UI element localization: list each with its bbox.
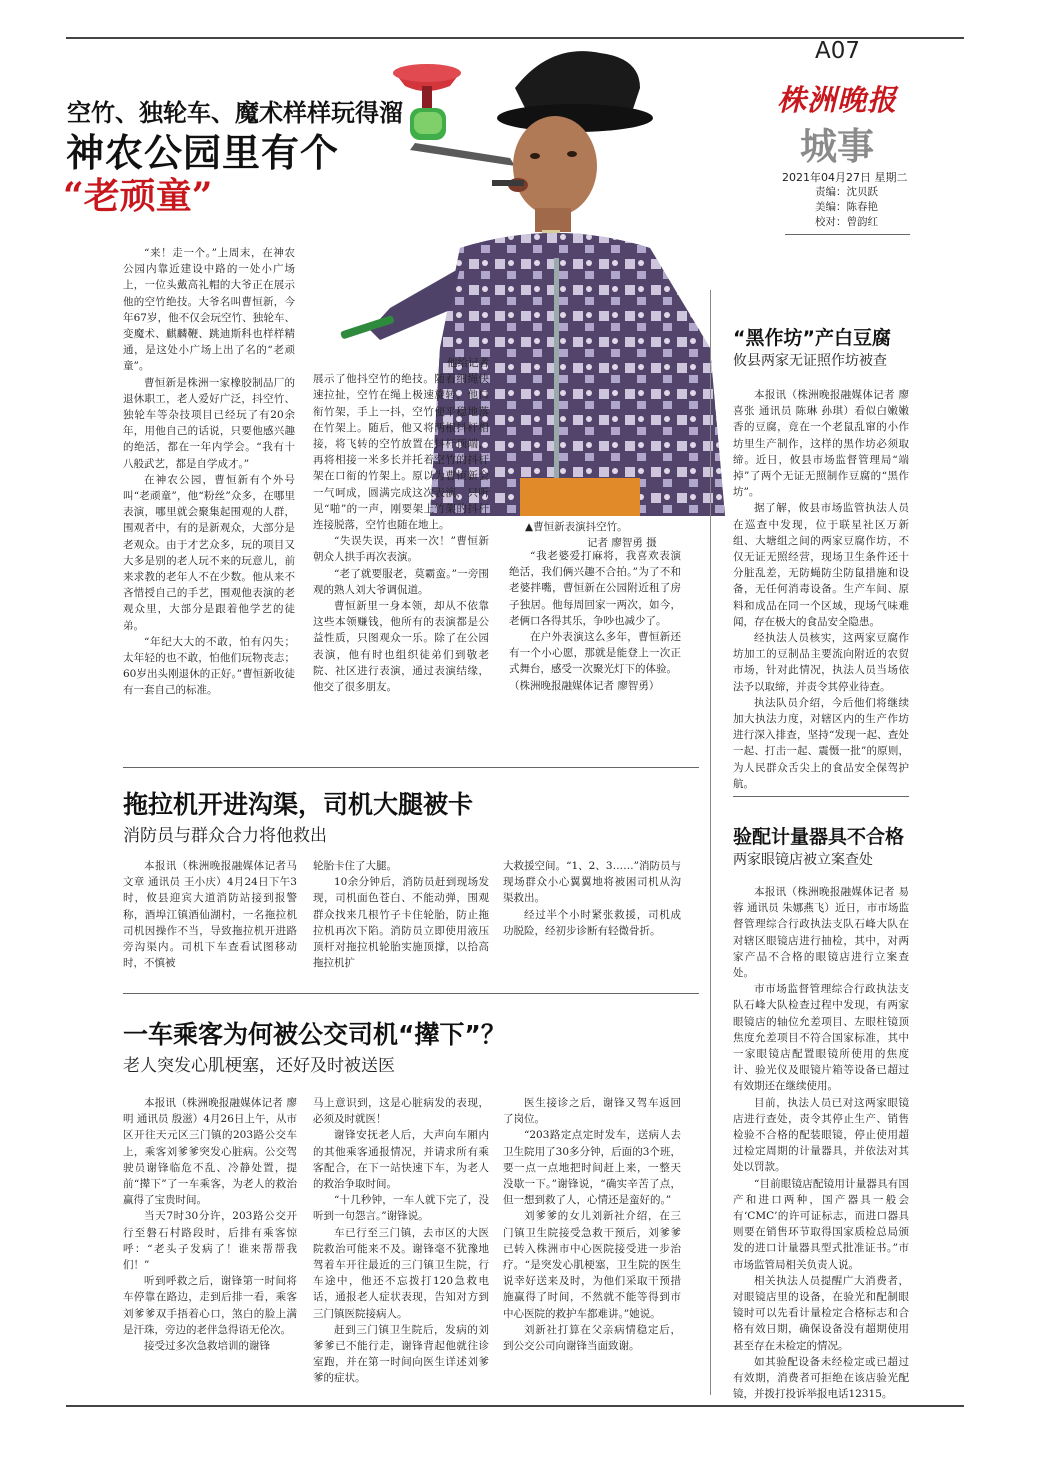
tractor-col-2	[313, 858, 489, 971]
lead-col3-para: “我老婆爱打麻将，我喜欢表演绝活，我们俩兴趣不合拍。”为了不和老婆拌嘴，曹恒新在公园附近租了房子独居。他每周回家一两次，如今，老俩口各得其乐，争吵也减少了。	[509, 550, 681, 627]
bus-col1-para: 本报讯（株洲晚报融媒体记者 廖明 通讯员 殷滋）4月26日上午，从市区开往天元区三门镇的203路公交车上，乘客刘爹爹突发心脏病。公交驾驶员谢锋临危不乱、冷静处置，提前“撵下”了一车乘客，为老人的救治赢得了宝贵时间。	[123, 1097, 297, 1207]
page-number: A07	[815, 38, 861, 64]
lead-col-3	[509, 548, 681, 694]
bus-col2-para: 赶到三门镇卫生院后，发病的刘爹爹已不能行走，谢锋背起他就往诊室跑，并在第一时间向医生详述刘爹爹的症状。	[313, 1323, 489, 1385]
bus-col2-para: 车已行至三门镇，去市区的大医院救治可能来不及。谢锋毫不犹豫地驾着车开往最近的三门镇卫生院，行车途中，他还不忘拨打120急救电话，通报老人症状表现，告知对方到三门镇医院接病人。	[313, 1226, 489, 1320]
bus-col-3	[503, 1095, 681, 1354]
bus-col2-para: 谢锋安抚老人后，大声向车厢内的其他乘客通报情况，并请求所有乘客配合，在下一站快速下车，为老人的救治争取时间。	[313, 1129, 489, 1191]
glasses-para: 如其验配设备未经检定或已超过有效期，消费者可拒绝在该店验光配镜，并拨打投诉举报电话12315。	[733, 1355, 909, 1401]
lead-col2-para: “老了就要服老，莫霸蛮。”一旁围观的熟人刘大爷调侃道。	[313, 567, 489, 596]
column-divider	[710, 290, 711, 1395]
bus-col2-para: 马上意识到，这是心脏病发的表现，必须及时就医！	[313, 1097, 489, 1126]
lead-col1-para: 曹恒新是株洲一家橡胶制品厂的退休职工，老人爱好广泛，抖空竹、独轮车等杂技项目已经玩了有20余年，用他自己的话说，只要他感兴趣的绝活，都在一年内学会。“我有十八般武艺，都是自学成才。”	[123, 376, 295, 470]
lead-byline: （株洲晚报融媒体记者 廖智勇）	[509, 679, 660, 692]
tofu-headline: “黑作坊”产白豆腐	[733, 327, 891, 349]
bus-headline: 一车乘客为何被公交司机“撵下”？	[123, 1020, 506, 1049]
bus-col1-para: 接受过多次急救培训的谢锋	[144, 1340, 270, 1353]
editor-credit: 责编：沈贝跃	[815, 186, 878, 198]
tofu-para: 执法队员介绍，今后他们将继续加大执法力度，对辖区内的生产作坊进行深入排查，坚持“发现一起、查处一起、打击一起、震慑一批”的原则，为人民群众舌尖上的食品安全保驾护航。	[733, 696, 909, 790]
tractor-col-3	[503, 858, 681, 939]
glasses-para: 本报讯（株洲晚报融媒体记者 易蓉 通讯员 朱娜燕飞）近日，市市场监督管理综合行政执法支队石峰大队在对辖区眼镜店进行抽检，其中，对两家产品不合格的眼镜店进行立案查处。	[733, 886, 909, 980]
bus-col3-para: 刘爹爹的女儿刘新社介绍，在三门镇卫生院接受急救干预后，刘爹爹已转入株洲市中心医院接受进一步治疗。“是突发心肌梗塞，卫生院的医生说幸好送来及时，为他们采取干预措施赢得了时间，不然就不能等得到市中心医院的救护车都难讲。”她说。	[503, 1210, 681, 1320]
tofu-body	[733, 387, 909, 792]
lead-col1-para: 在神农公园，曹恒新有个外号叫“老顽童”，他“粉丝”众多，在哪里表演，哪里就会聚集起围观的人群，围观者中，有的是新观众，大部分是老观众。由于才艺众多，玩的项目又大多是别的老人玩不来的玩意儿，前来求教的老年人不在少数。他从来不吝惜授自己的手艺，围观他表演的老观众里，大部分是跟着他学艺的徒弟。	[123, 473, 295, 632]
glasses-para: 市市场监督管理综合行政执法支队石峰大队检查过程中发现，有两家眼镜店的轴位允差项目、左眼柱镜顶焦度允差项目不符合国家标准，其中一家眼镜店配置眼镜所使用的焦度计、验光仪及眼镜片箱等设备已超过有效期还在继续使用。	[733, 983, 909, 1093]
tractor-col2-para: 10余分钟后，消防员赶到现场发现，司机面色苍白、不能动弹，围观群众找来几根竹子卡住轮胎，防止拖拉机再次下陷。消防员立即使用液压顶杆对拖拉机轮胎实施顶撑，以拾高拖拉机扩	[313, 876, 489, 970]
section-rule	[733, 796, 909, 797]
masthead-rule	[785, 234, 910, 235]
bus-col-1	[123, 1095, 297, 1354]
bus-col3-para: 刘新社打算在父亲病情稳定后，到公交公司向谢锋当面致谢。	[503, 1323, 681, 1353]
glasses-subhead: 两家眼镜店被立案查处	[733, 852, 873, 868]
designer-credit: 美编：陈春艳	[815, 201, 878, 213]
tractor-col3-para: 大救援空间。“1、2、3……”消防员与现场群众小心翼翼地将被困司机从沟渠救出。	[503, 860, 681, 905]
tofu-para: 经执法人员核实，这两家豆腐作坊加工的豆制品主要流向附近的农贸市场，针对此情况，执法人员当场依法予以取缔，并责令其停业待查。	[733, 632, 909, 693]
lead-kicker: 空竹、独轮车、魔术样样玩得溜	[67, 99, 403, 127]
bus-col3-para: 医生接诊之后，谢锋又驾车返回了岗位。	[503, 1097, 681, 1126]
lead-col2-para: 曹恒新里一身本领，却从不依靠这些本领赚钱，他所有的表演都是公益性质，只图观众一乐。除了在公园表演，他有时也组织徒弟们到敬老院、社区进行表演，通过表演结缘，他交了很多朋友。	[313, 600, 489, 694]
tractor-col-1	[123, 858, 297, 971]
lead-col1-para: “年纪大大的不敢，怕有闪失；太年轻的也不敢，怕他们玩物丧志；60岁出头刚退休的正好。”曹恒新收徒有一套自己的标准。	[123, 635, 295, 697]
glasses-para: “目前眼镜店配镜用计量器具有国产和进口两种，国产器具一般会有‘CMC’的许可证标志，而进口器具则要在销售环节取得国家质检总局颁发的进口计量器具型式批准证书。”市市场监管局相关负责人说。	[733, 1177, 909, 1271]
section-rule	[123, 767, 699, 768]
tofu-para: 据了解，攸县市场监管执法人员在巡查中发现，位于联星社区万新组、大塘组之间的两家豆腐作坊，不仅无证无照经营，现场卫生条件还十分脏乱差，无防蝇防尘防鼠措施和设备，无任何消毒设备。生产车间、原料和成品在同一个区域，现场气味难闻，存在极大的食品安全隐患。	[733, 502, 909, 628]
tractor-headline: 拖拉机开进沟渠，司机大腿被卡	[123, 790, 474, 819]
lead-col-1	[123, 245, 295, 699]
tofu-para: 本报讯（株洲晚报融媒体记者 廖喜张 通讯员 陈琳 孙琪）看似白嫩嫩香的豆腐，竟在一个老鼠乱窜的小作坊里生产制作，这样的黑作坊必须取缔。近日，攸县市场监督管理局“端掉”了两个无证无照制作豆腐的“黑作坊”。	[733, 389, 909, 499]
bus-col3-para: “203路定点定时发车，送病人去卫生院用了30多分钟，后面的3个班，要一点一点地把时间赶上来，一整天没歇一下。”谢锋说，“确实辛苦了点，但一想到救了人，心情还是蛮好的。”	[503, 1129, 681, 1207]
glasses-headline: 验配计量器具不合格	[733, 826, 905, 848]
photo-credit: 记者 廖智勇 摄	[587, 537, 657, 549]
lead-col-2	[313, 355, 489, 695]
photo-caption: ▲曹恒新表演抖空竹。	[525, 521, 628, 533]
tractor-col3-para: 经过半个小时紧张救援，司机成功脱险，经初步诊断有轻微骨折。	[503, 908, 681, 937]
lead-col2-para: “失误失误，再来一次！”曹恒新朝众人拱手再次表演。	[313, 535, 489, 564]
bus-col2-para: “十几秒钟，一车人就下完了，没听到一句怨言。”谢锋说。	[313, 1194, 489, 1223]
tractor-col2-para: 轮胎卡住了大腿。	[313, 860, 397, 872]
glasses-body	[733, 884, 909, 1403]
glasses-para: 相关执法人员提醒广大消费者，对眼镜店里的设备，在验光和配制眼镜时可以先看计量检定合格标志和合格有效日期，确保设备没有超期使用甚至存在未检定的情况。	[733, 1274, 909, 1352]
paper-logo: 株洲晚报	[777, 83, 898, 117]
bus-col1-para: 当天7时30分许，203路公交开行至磐石村路段时，后排有乘客惊呼：“老头子发病了！谁来帮帮我们！”	[123, 1210, 297, 1272]
issue-date: 2021年04月27日 星期二	[782, 171, 908, 184]
bus-col1-para: 听到呼救之后，谢锋第一时间将车停靠在路边，走到后排一看，乘客刘爹爹双手捂着心口，煞白的脸上满是汗珠，旁边的老伴急得语无伦次。	[123, 1275, 297, 1336]
lead-col2-para: 展示了他抖空竹的绝技。随着细绳快速拉扯，空竹在绳上极速旋转，他口衔竹架，手上一抖，空竹便平稳地落在竹架上。随后，他又将两根抖杆相接，将飞转的空竹放置在抖杆顶端，再将相接一米多长并托着空竹的抖杆架在口衔的竹架上。原以为曹恒新会一气呵成，圆满完成这次表演，只听见“啪”的一声，刚要架上竹架的抖杆连接脱落，空竹也随在地上。	[313, 373, 489, 532]
tofu-subhead: 攸县两家无证照作坊被查	[733, 353, 887, 369]
section-rule	[123, 993, 699, 994]
tractor-col1-para: 本报讯（株洲晚报融媒体记者马文章 通讯员 王小庆）4月24日下午3时，攸县迎宾大道消防站接到报警称，酒埠江镇酒仙湖村，一名拖拉机司机因操作不当，导致拖拉机开进路旁沟渠内。司机下车查看试图移动时，不慎被	[123, 860, 297, 970]
glasses-para: 目前，执法人员已对这两家眼镜店进行查处，责令其停止生产、销售检验不合格的配装眼镜，停止使用超过检定周期的计量器具，并依法对其处以罚款。	[733, 1096, 909, 1174]
lead-headline: 神农公园里有个	[66, 131, 340, 175]
tractor-subhead: 消防员与群众合力将他救出	[123, 826, 327, 846]
lead-col3-para: 在户外表演这么多年，曹恒新还有一个小心愿，那就是能登上一次正式舞台，感受一次聚光灯下的体验。	[509, 631, 681, 676]
proofreader-credit: 校对：曾韵红	[815, 216, 878, 228]
lead-col1-para: “来！走一个。”上周末，在神农公园内靠近建设中路的一处小广场上，一位头戴高礼帽的大爷正在展示他的空竹绝技。大爷名叫曹恒新，今年67岁，他不仅会玩空竹、独轮车、变魔术、麒麟鞭、跳迪斯科也样样精通，是这处小广场上出了名的“老顽童”。	[123, 247, 295, 373]
bottom-rule	[66, 1405, 964, 1407]
bus-subhead: 老人突发心肌梗塞，还好及时被送医	[123, 1056, 395, 1076]
section-title: 城事	[800, 124, 874, 168]
bus-col-2	[313, 1095, 489, 1387]
lead-headline-red: “老顽童”	[63, 175, 213, 217]
lead-col2-top: 他给记者	[447, 357, 489, 369]
